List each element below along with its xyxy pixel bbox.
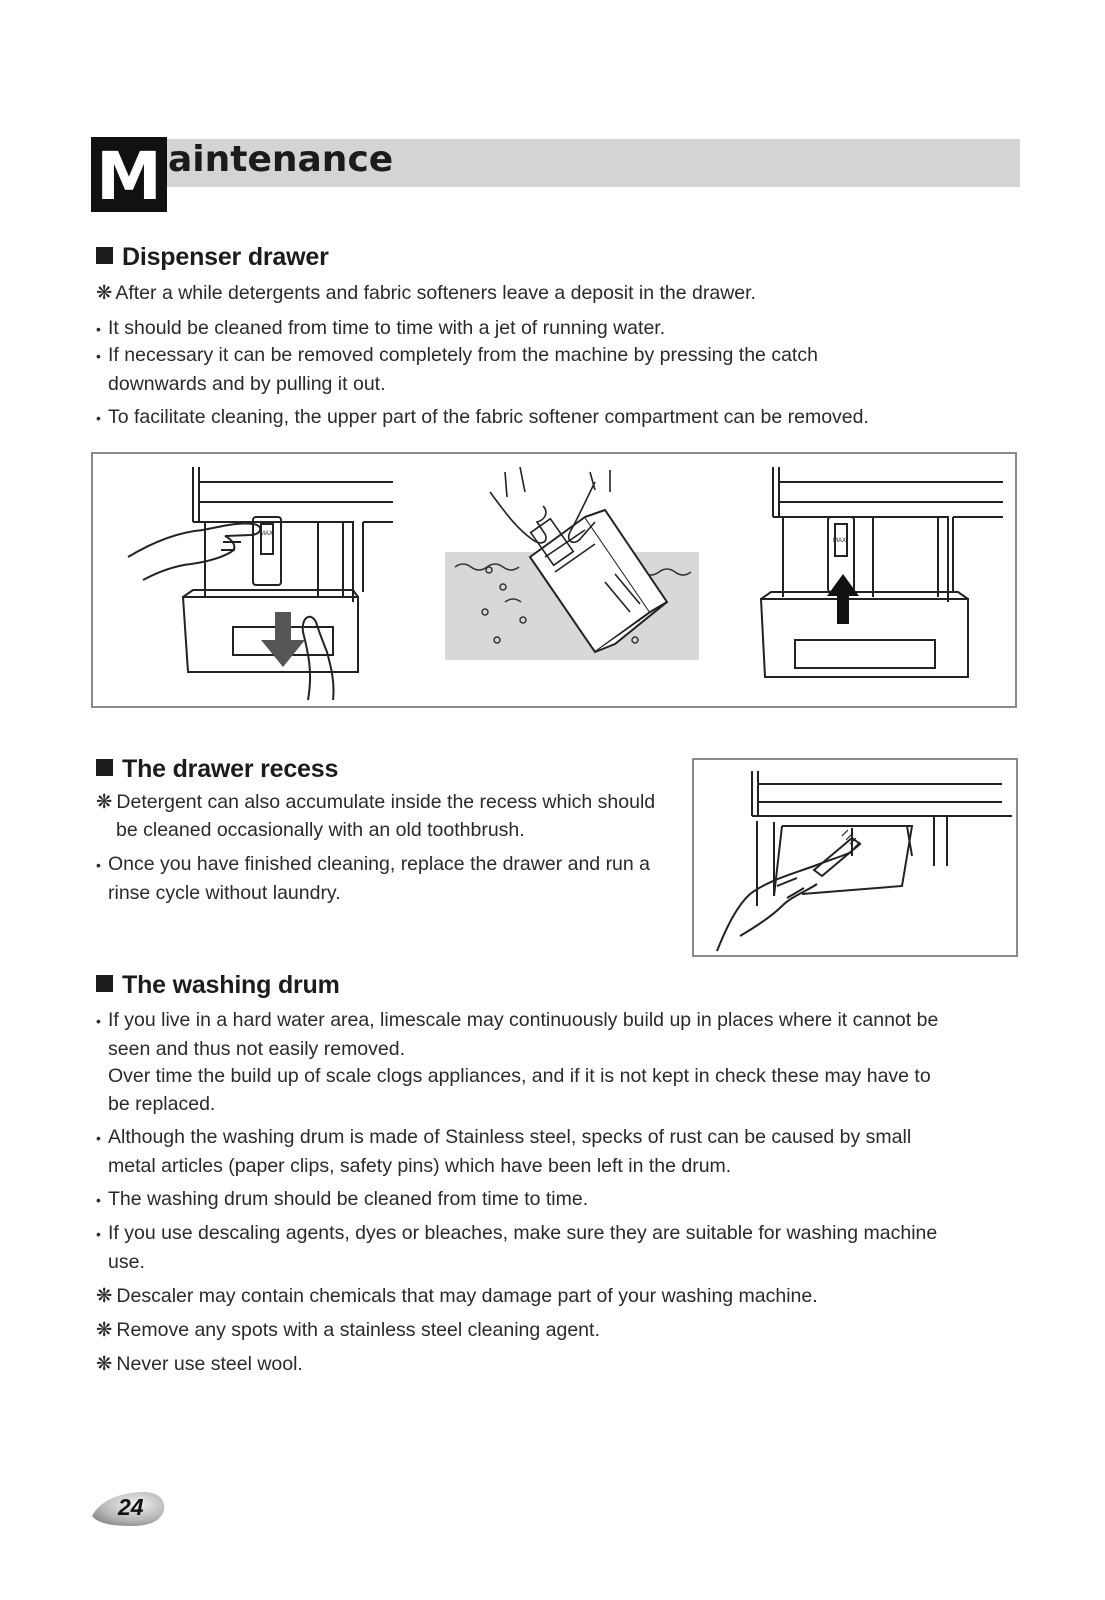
toothbrush-recess-illustration (702, 766, 1012, 952)
heading-square-icon (96, 247, 113, 264)
drum-note-1: ❋ Descaler may contain chemicals that may damage part of your washing machine. (96, 1285, 818, 1307)
heading-square-icon (96, 975, 113, 992)
dispenser-bullet-2: • If necessary it can be removed completely from the machine by pressing the catch downwards and by pulling it out. (96, 344, 818, 395)
heading-square-icon (96, 759, 113, 776)
dispenser-illustration-panel (91, 452, 1017, 708)
recess-illustration-panel (692, 758, 1018, 957)
drum-bullet-4: • If you use descaling agents, dyes or bleaches, make sure they are suitable for washing machine use. (96, 1222, 938, 1273)
drum-note-3: ❋ Never use steel wool. (96, 1353, 303, 1375)
drum-bullet-1: • If you live in a hard water area, limescale may continuously build up in places where it cannot be seen and thus not easily removed. Over time the build up of scale clogs appliances, and if it is not kept in check these may have to be replaced. (96, 1009, 939, 1115)
rinse-drawer-illustration (445, 462, 705, 702)
page-title: aintenance (168, 139, 394, 180)
drum-bullet-2: • Although the washing drum is made of Stainless steel, specks of rust can be caused by small metal articles (paper clips, safety pins) which have been left in the drum. (96, 1126, 912, 1177)
drum-note-2: ❋ Remove any spots with a stainless steel cleaning agent. (96, 1319, 600, 1341)
section-heading-recess: The drawer recess (96, 754, 338, 784)
page-number-badge (88, 1486, 168, 1530)
page-number: 24 (118, 1494, 144, 1520)
title-initial: M (91, 137, 167, 212)
replace-insert-illustration (753, 462, 1013, 702)
section-heading-dispenser: Dispenser drawer (96, 242, 329, 272)
press-catch-illustration (113, 462, 413, 702)
section-heading-drum: The washing drum (96, 970, 340, 1000)
dispenser-bullet-1: • It should be cleaned from time to time with a jet of running water. (96, 317, 666, 339)
recess-bullet: • Once you have finished cleaning, replace the drawer and run a rinse cycle without laundry. (96, 853, 651, 904)
drum-bullet-3: • The washing drum should be cleaned from time to time. (96, 1188, 589, 1210)
dispenser-note: ❋ After a while detergents and fabric softeners leave a deposit in the drawer. (96, 282, 756, 304)
max-label-2: MAX (833, 538, 847, 544)
recess-note: ❋ Detergent can also accumulate inside the recess which should be cleaned occasionally with an old toothbrush. (96, 791, 656, 841)
max-label: MAX (260, 531, 274, 537)
dispenser-bullet-3: • To facilitate cleaning, the upper part of the fabric softener compartment can be removed. (96, 406, 869, 428)
